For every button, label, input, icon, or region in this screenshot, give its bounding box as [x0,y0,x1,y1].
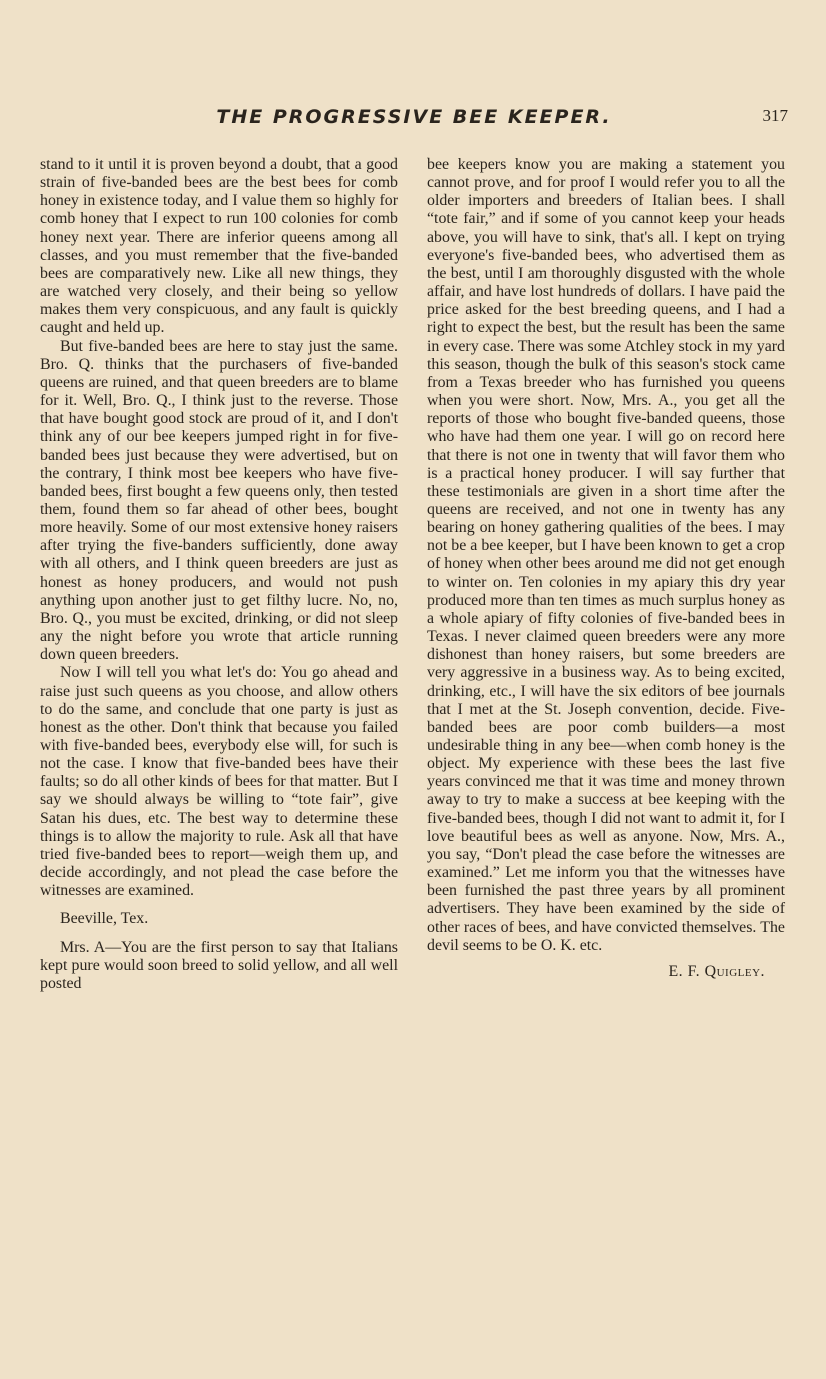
dateline: Beeville, Tex. [60,910,149,928]
paragraph: stand to it until it is proven beyond a doubt, that a good strain of five-banded bees are the best bees for comb honey in existence today, and I value them so highly for comb honey that I expect to run 100 colonies for comb honey next year. There are inferior queens among all classes, and you must remember that the five-banded bees are comparatively new. Like all new things, they are watched very closely, and their being so yellow makes them very conspicuous, and any fault is quickly caught and held up. [40,156,398,337]
paragraph: bee keepers know you are making a statement you cannot prove, and for proof I would refer you to all the older importers and breeders of Italian bees. I shall “tote fair,” and if some of you cannot keep your heads above, you will have to sink, that's all. I kept on trying everyone's five-banded bees, who advertised them as the best, until I am thoroughly disgusted with the whole affair, and have lost hundreds of dollars. I have paid the price asked for the best breeding queens, and I had a right to expect the best, but the result has been the same in every case. There was some Atchley stock in my yard this season, though the bulk of this season's stock came from a Texas breeder who has furnished you queens when you were short. Now, Mrs. A., you get all the reports of those who bought five-banded queens, those who have had them one year. I will go on record here that there is not one in twenty that will favor them who is a practical honey producer. I will say further that these testimonials are given in a short time after the queens are received, and not one in twenty has any bearing on honey gathering qualities of the bees. I may not be a bee keeper, but I have been known to get a crop of honey when other bees around me did not get enough to winter on. Ten colonies in my apiary this dry year produced more than ten times as much surplus honey as a whole apiary of fifty colonies of five-banded bees in Texas. I never claimed queen breeders were any more dishonest than honey raisers, but some breeders are very aggressive in a business way. As to being excited, drinking, etc., I will have the six editors of bee journals that I met at the St. Joseph convention, decide. Five-banded bees are poor comb builders—a most undesirable thing in any bee—when comb honey is the object. My experience with these bees the last five years convinced me that it was time and money thrown away to try to make a success at bee keeping with the five-banded bees, though I did not want to admit it, for I love beautiful bees as well as anyone. Now, Mrs. A., you say, “Don't plead the case before the witnesses are examined.” Let me inform you that the witnesses have been furnished the past three years by all prominent advertisers. They have been examined by the side of other races of bees, and have convicted themselves. The devil seems to be O. K. etc. [427,156,785,954]
left-column [40,156,398,993]
running-head: THE PROGRESSIVE BEE KEEPER. [216,106,612,128]
right-column [427,156,785,981]
paragraph: But five-banded bees are here to stay just the same. Bro. Q. thinks that the purchasers of five-banded queens are ruined, and that queen breeders are to blame for it. Well, Bro. Q., I think just to the reverse. Those that have bought good stock are proud of it, and I don't think any of our bee keepers jumped right in for five-banded bees just because they were advertised, but on the contrary, I think most bee keepers who have five-banded bees, first bought a few queens only, then tested them, found them so far ahead of other bees, bought more heavily. Some of our most extensive honey raisers after trying the five-banders sufficiently, done away with all others, and I think queen breeders are just as honest as honey producers, and would not push anything upon another just to get filthy lucre. No, no, Bro. Q., you must be excited, drinking, or did not sleep any the night before you wrote that article running down queen breeders. [40,337,398,664]
author-signature: E. F. Quigley. [668,962,765,980]
paragraph: Mrs. A—You are the first person to say that Italians kept pure would soon breed to solid yellow, and all well posted [40,938,398,992]
page-header [40,104,788,134]
paragraph: Now I will tell you what let's do: You go ahead and raise just such queens as you choose, and allow others to do the same, and conclude that one party is just as honest as the other. Don't think that because you failed with five-banded bees, everybody else will, for such is not the case. I know that five-banded bees have their faults; so do all other kinds of bees for that matter. But I say we should always be willing to “tote fair”, give Satan his dues, etc. The best way to determine these things is to allow the majority to rule. Ask all that have tried five-banded bees to report—weigh them up, and decide accordingly, and not plead the case before the witnesses are examined. [40,664,398,900]
page-number: 317 [762,106,788,125]
